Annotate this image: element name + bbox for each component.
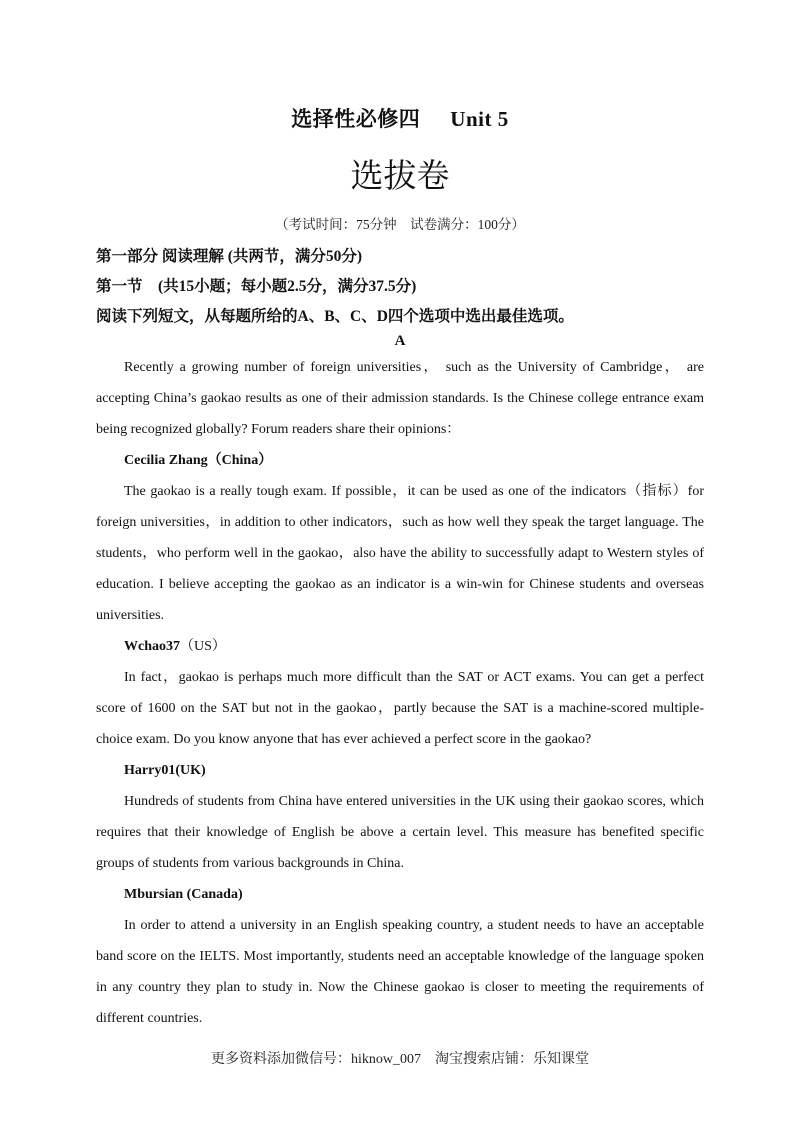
commenter-name: Cecilia Zhang（China） bbox=[124, 453, 273, 468]
paper-title-cn: 选择性必修四 bbox=[291, 107, 421, 131]
passage-body bbox=[96, 352, 704, 1034]
paper-title-unit: Unit 5 bbox=[450, 107, 509, 131]
comment-text: In fact，gaokao is perhaps much more difficult than the SAT or ACT exams. You can get a perfect score of 1600 on the SAT but not in the gaokao，partly because the SAT is a machine-scored multiple-choice exam. Do you know anyone that has ever achieved a perfect score in the gaokao? bbox=[96, 670, 704, 747]
commenter-name: Wchao37（US） bbox=[124, 639, 226, 654]
passage-intro: Recently a growing number of foreign universities， such as the University of Cambridge， are accepting China’s gaokao results as one of their admission standards. Is the Chinese college entrance exam being recognized globally? Forum readers share their opinions： bbox=[96, 360, 704, 437]
comment-text: Hundreds of students from China have entered universities in the UK using their gaokao scores, which requires that their knowledge of English be above a certain level. This measure has benefited specific groups of students from various backgrounds in China. bbox=[96, 794, 704, 871]
section-heading: 第一节 (共15小题；每小题2.5分，满分37.5分) bbox=[96, 278, 417, 295]
paper-title bbox=[0, 103, 800, 133]
main-title: 选拔卷 bbox=[350, 156, 450, 195]
passage-letter: A bbox=[394, 333, 406, 349]
part-heading: 第一部分 阅读理解 (共两节，满分50分) bbox=[96, 248, 363, 265]
footer-note: 更多资料添加微信号：hiknow_007 淘宝搜索店铺：乐知课堂 bbox=[211, 1052, 589, 1067]
commenter-name: Mbursian (Canada) bbox=[124, 887, 243, 902]
comment-text: The gaokao is a really tough exam. If possible，it can be used as one of the indicators（指标）for foreign universities，in addition to other indicators，such as how well they speak the target language. The students，who perform well in the gaokao，also have the ability to successfully adapt to Western styles of education. I believe accepting the gaokao as an indicator is a win-win for Chinese students and overseas universities. bbox=[96, 484, 704, 623]
exam-info: （考试时间：75分钟 试卷满分：100分） bbox=[275, 217, 525, 232]
directions-heading: 阅读下列短文，从每题所给的A、B、C、D四个选项中选出最佳选项。 bbox=[96, 308, 574, 325]
commenter-name: Harry01(UK) bbox=[124, 763, 206, 778]
comment-text: In order to attend a university in an English speaking country, a student needs to have an acceptable band score on the IELTS. Most importantly, students need an acceptable knowledge of the language spoken in any country they plan to study in. Now the Chinese gaokao is closer to meeting the requirements of different countries. bbox=[96, 918, 704, 1026]
